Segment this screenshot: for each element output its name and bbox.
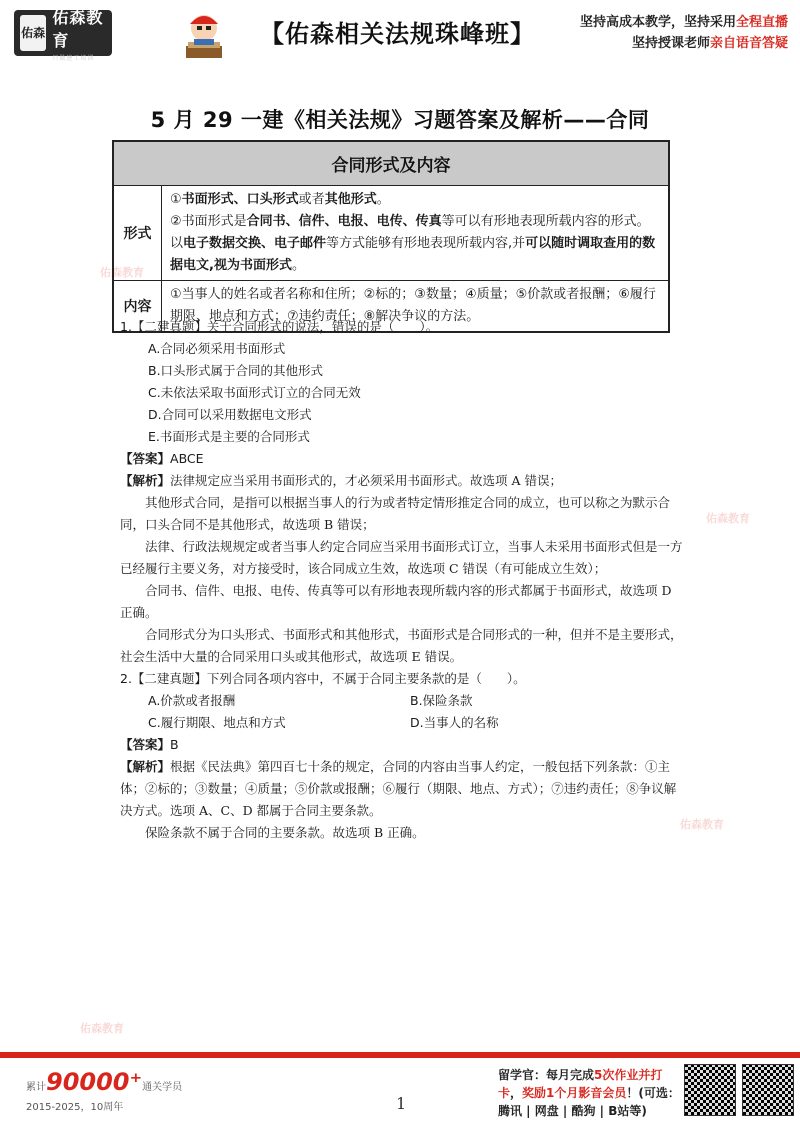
page-number: 1 [396,1094,407,1113]
analysis-paragraph: 【解析】根据《民法典》第四百七十条的规定，合同的内容由当事人约定，一般包括下列条款：①主体；②标的；③数量；④质量；⑤价款或报酬；⑥履行（期限、地点、方式）；⑦违约责任；⑧争议解决方式。选项 A、C、D 都属于合同主要条款。 [120,759,677,818]
qr-code-icon [684,1064,736,1116]
logo-tagline: 只做建工培训 [52,54,95,62]
option-a: A.价款或者报酬 [148,693,236,708]
header-slogans: 坚持高成本教学，坚持采用全程直播 坚持授课老师亲自语音答疑 [579,15,788,51]
footer-stats: 累计90000⁺通关学员 2015-2025，10周年 [26,1068,183,1113]
row-label: 形式 [114,186,162,280]
row-content: ①当事人的姓名或者名称和住所；②标的；③数量；④质量；⑤价款或者报酬；⑥履行期限、地点和方式；⑦违约责任；⑧解决争议的方法。 [170,287,656,324]
answer-line: 【答案】ABCE [120,451,204,466]
table-row [114,186,668,280]
analysis-paragraph: 合同形式分为口头形式、书面形式和其他形式，书面形式是合同形式的一种，但并不是主要形式，社会生活中大量的合同采用口头或其他形式，故选项 E 错误。 [120,627,683,664]
footer-divider [0,1052,800,1058]
row-label: 内容 [114,281,162,331]
analysis-paragraph: 保险条款不属于合同的主要条款。故选项 B 正确。 [145,825,425,840]
analysis-paragraph: 合同书、信件、电报、电传、传真等可以有形地表现所载内容的形式都属于书面形式，故选项 D 正确。 [120,583,672,620]
question-stem: 1.【二建真题】关于合同形式的说法，错误的是（ ）。 [120,319,439,334]
analysis-paragraph: 法律、行政法规规定或者当事人约定合同应当采用书面形式订立，当事人未采用书面形式但是一方已经履行主要义务，对方接受时，该合同成立生效，故选项 C 错误（有可能成立生效）； [120,539,683,576]
qr-code-icon [742,1064,794,1116]
option-c: C.履行期限、地点和方式 [148,715,286,730]
answer-line: 【答案】B [120,737,179,752]
analysis-paragraph: 【解析】法律规定应当采用书面形式的，才必须采用书面形式。故选项 A 错误； [120,473,562,488]
questions-body [120,316,686,844]
question-stem: 2.【二建真题】下列合同各项内容中，不属于合同主要条款的是（ ）。 [120,671,526,686]
option-e: E.书面形式是主要的合同形式 [148,429,310,444]
option-b: B.口头形式属于合同的其他形式 [148,363,324,378]
option-d: D.合同可以采用数据电文形式 [148,407,312,422]
option-b: B.保险条款 [410,693,473,708]
course-title: 【佑森相关法规珠峰班】 [260,20,535,48]
option-c: C.未依法采取书面形式订立的合同无效 [148,385,361,400]
document-title: 5 月 29 一建《相关法规》习题答案及解析——合同 [150,108,650,132]
row-content: ①书面形式、口头形式或者其他形式。 ②书面形式是合同书、信件、电报、电传、传真等可以有形地表现所载内容的形式。以电子数据交换、电子邮件等方式能够有形地表现所载内容,并可以随时调取查用的数据电文,视为书面形式。 [170,192,656,273]
option-row [120,690,686,712]
mascot-icon [180,6,228,60]
logo-seal: 佑森 [20,15,46,51]
contract-form-table [112,140,670,333]
option-row [120,712,686,734]
brand-logo [14,7,112,62]
watermark: 佑森教育 [706,512,750,525]
watermark: 佑森教育 [680,818,724,831]
watermark: 佑森教育 [100,266,144,279]
table-title: 合同形式及内容 [114,142,668,186]
page-header [0,0,800,66]
analysis-paragraph: 其他形式合同，是指可以根据当事人的行为或者特定情形推定合同的成立，也可以称之为默示合同，口头合同不是其他形式，故选项 B 错误； [120,495,671,532]
option-d: D.当事人的名称 [410,715,499,730]
footer-promo: 留学官：每月完成5次作业并打卡，奖励1个月影音会员！(可选：腾讯 | 网盘 | 酷狗 | B站等) [498,1068,680,1118]
option-a: A.合同必须采用书面形式 [148,341,286,356]
watermark: 佑森教育 [80,1022,124,1035]
logo-brand-name: 佑森教育 [52,7,104,50]
